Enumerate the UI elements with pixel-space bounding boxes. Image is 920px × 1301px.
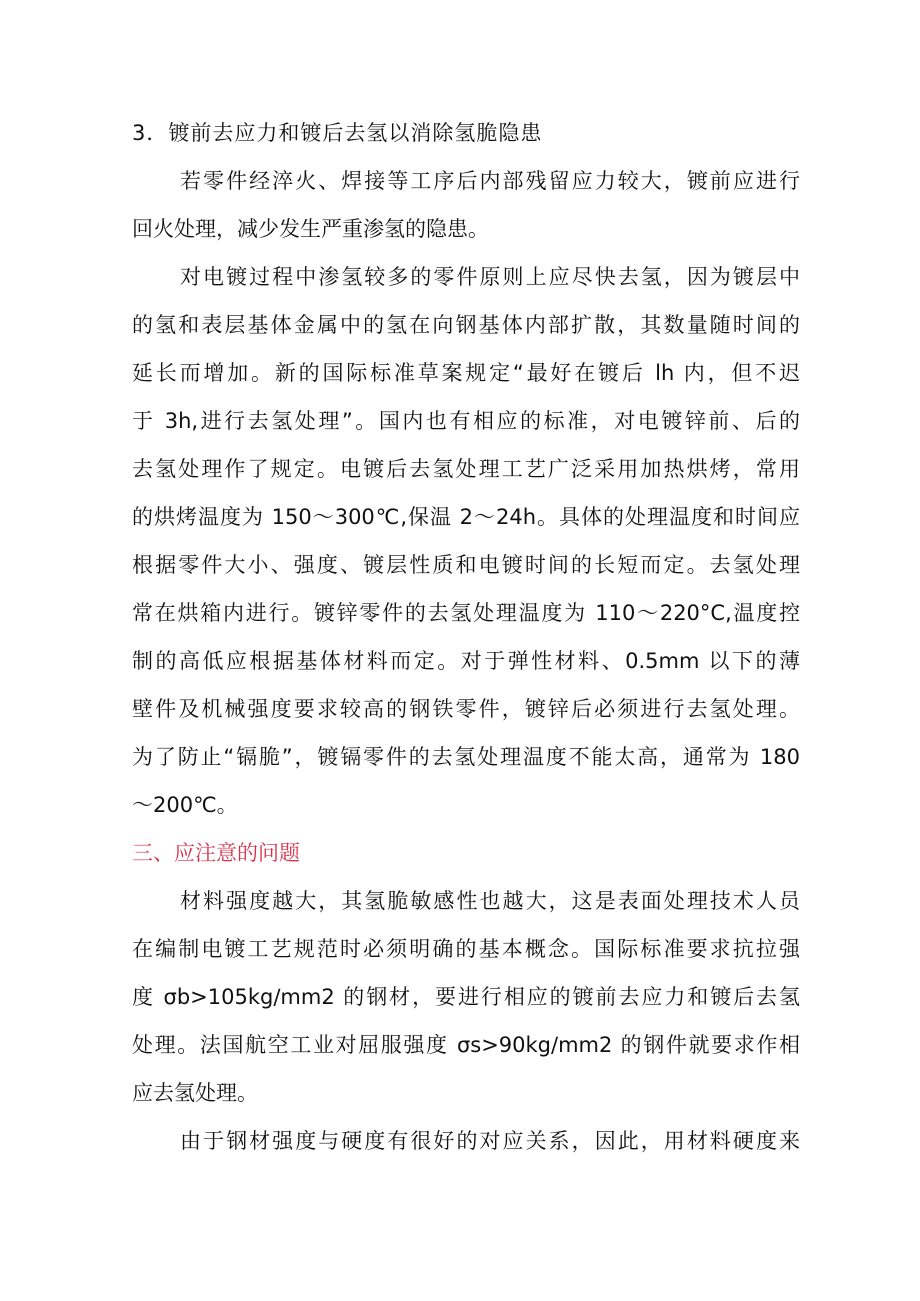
paragraph-line: 制的高低应根据基体材料而定。对于弹性材料、0.5mm 以下的薄 (132, 649, 800, 673)
paragraph-line: 于 3h,进行去氢处理”。国内也有相应的标准，对电镀锌前、后的 (132, 409, 800, 433)
paragraph-line: 应去氢处理。 (132, 1081, 258, 1105)
paragraph-line: ～200℃。 (132, 793, 238, 817)
paragraph-line: 材料强度越大，其氢脆敏感性也越大，这是表面处理技术人员 (180, 889, 800, 913)
paragraph-line: 在编制电镀工艺规范时必须明确的基本概念。国际标准要求抗拉强 (132, 937, 800, 961)
paragraph-line: 由于钢材强度与硬度有很好的对应关系，因此，用材料硬度来 (180, 1129, 800, 1153)
paragraph-line: 的烘烤温度为 150～300℃,保温 2～24h。具体的处理温度和时间应 (132, 505, 800, 529)
paragraph-line: 根据零件大小、强度、镀层性质和电镀时间的长短而定。去氢处理 (132, 553, 800, 577)
paragraph-line: 去氢处理作了规定。电镀后去氢处理工艺广泛采用加热烘烤，常用 (132, 457, 800, 481)
paragraph-line: 回火处理，减少发生严重渗氢的隐患。 (132, 217, 489, 241)
paragraph-line: 若零件经淬火、焊接等工序后内部残留应力较大，镀前应进行 (180, 169, 800, 193)
section-heading: 3．镀前去应力和镀后去氢以消除氢脆隐患 (132, 121, 543, 145)
paragraph-line: 对电镀过程中渗氢较多的零件原则上应尽快去氢，因为镀层中 (180, 265, 800, 289)
paragraph-line: 延长而增加。新的国际标准草案规定“最好在镀后 lh 内，但不迟 (132, 361, 800, 385)
paragraph-line: 处理。法国航空工业对屈服强度 σs>90kg∕mm2 的钢件就要求作相 (132, 1033, 800, 1057)
paragraph-line: 的氢和表层基体金属中的氢在向钢基体内部扩散，其数量随时间的 (132, 313, 800, 337)
paragraph-line: 常在烘箱内进行。镀锌零件的去氢处理温度为 110～220°C,温度控 (132, 601, 800, 625)
paragraph-line: 壁件及机械强度要求较高的钢铁零件，镀锌后必须进行去氢处理。 (132, 697, 800, 721)
paragraph-line: 度 σb>105kg∕mm2 的钢材，要进行相应的镀前去应力和镀后去氢 (132, 985, 800, 1009)
subheading: 三、应注意的问题 (132, 841, 300, 865)
paragraph-line: 为了防止“镉脆”，镀镉零件的去氢处理温度不能太高，通常为 180 (132, 745, 800, 769)
